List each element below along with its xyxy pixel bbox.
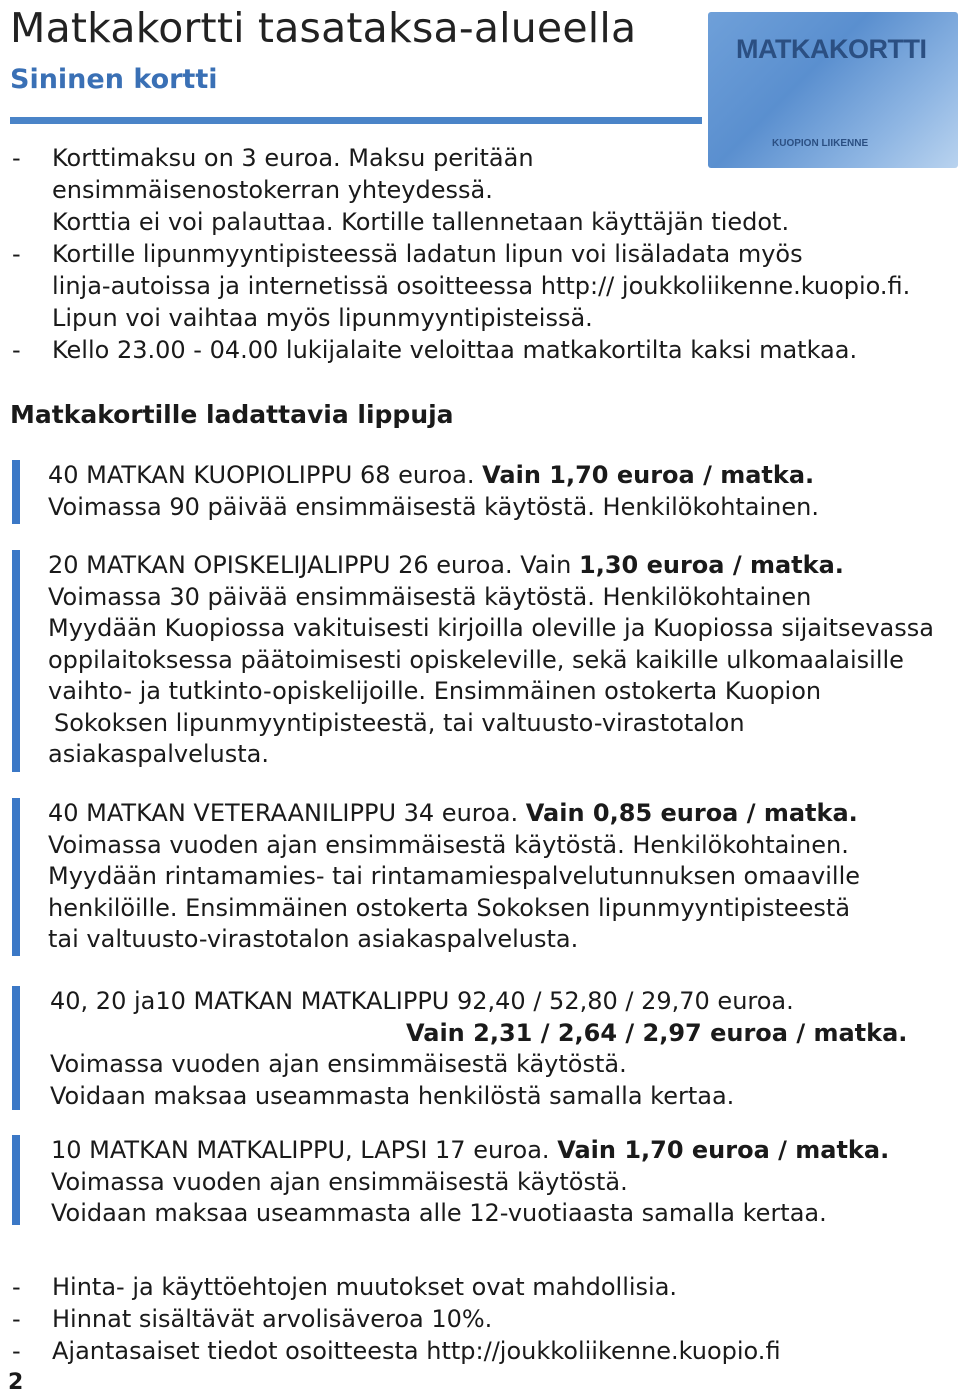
list-item-line: Korttimaksu on 3 euroa. Maksu peritään: [52, 144, 534, 172]
ticket-text: [51, 1135, 889, 1230]
accent-bar: [12, 460, 20, 524]
ticket-detail: Myydään rintamamies- tai rintamamiespalvelutunnuksen omaaville: [48, 862, 861, 890]
ticket-name: 40 MATKAN KUOPIOLIPPU 68 euroa.: [48, 461, 475, 489]
ticket-detail: tai valtuusto-virastotalon asiakaspalvelusta.: [48, 925, 579, 953]
list-item-line: ensimmäisenostokerran yhteydessä.: [52, 176, 493, 204]
dash-bullet: -: [12, 240, 21, 268]
ticket-detail: henkilöille. Ensimmäinen ostokerta Sokoksen lipunmyyntipisteestä: [48, 893, 851, 922]
ticket-detail: Voimassa vuoden ajan ensimmäisestä käytöstä.: [51, 1167, 628, 1196]
ticket-detail: Voimassa vuoden ajan ensimmäisestä käytöstä.: [50, 1050, 627, 1078]
header-divider: [10, 117, 702, 124]
list-item: [12, 1303, 781, 1335]
ticket-price: Vain 1,70 euroa / matka.: [557, 1136, 890, 1164]
ticket-detail: Voimassa vuoden ajan ensimmäisestä käytöstä. Henkilökohtainen.: [48, 830, 849, 859]
ticket-price: Vain 0,85 euroa / matka.: [525, 799, 858, 827]
page-number: 2: [8, 1370, 24, 1395]
list-item-line: Lipun voi vaihtaa myös lipunmyyntipisteissä.: [52, 304, 593, 332]
card-subtitle: KUOPION LIIKENNE: [772, 138, 869, 149]
ticket-price: 1,30 euroa / matka.: [579, 551, 844, 579]
accent-bar: [12, 550, 20, 772]
list-item-line: Kello 23.00 - 04.00 lukijalaite veloittaa matkakortilta kaksi matkaa.: [52, 336, 858, 364]
ticket-text: [50, 986, 907, 1112]
ticket-name: 10 MATKAN MATKALIPPU, LAPSI 17 euroa.: [51, 1136, 550, 1164]
ticket-text: [48, 550, 934, 771]
dash-bullet: -: [12, 144, 21, 172]
list-item-line: Ajantasaiset tiedot osoitteesta http://joukkoliikenne.kuopio.fi: [52, 1337, 781, 1365]
ticket-text: [48, 798, 860, 956]
ticket-detail: Voimassa 30 päivää ensimmäisestä käytöstä. Henkilökohtainen: [48, 582, 812, 611]
list-item-line: Kortille lipunmyyntipisteessä ladatun lipun voi lisäladata myös: [52, 240, 803, 268]
ticket-detail: Myydään Kuopiossa vakituisesti kirjoilla oleville ja Kuopiossa sijaitsevassa: [48, 614, 934, 642]
list-item-line: Hinnat sisältävät arvolisäveroa 10%.: [52, 1305, 493, 1333]
ticket-detail: Voidaan maksaa useammasta henkilöstä samalla kertaa.: [50, 1081, 735, 1110]
ticket-price: Vain 2,31 / 2,64 / 2,97 euroa / matka.: [406, 1018, 908, 1047]
list-item: [12, 1271, 781, 1303]
ticket-text: [48, 460, 819, 523]
intro-list: [12, 142, 910, 366]
ticket-name: 40 MATKAN VETERAANILIPPU 34 euroa.: [48, 799, 519, 827]
list-item: [12, 142, 910, 238]
list-item-line: Korttia ei voi palauttaa. Kortille tallennetaan käyttäjän tiedot.: [52, 208, 790, 236]
accent-bar: [12, 798, 20, 956]
dash-bullet: -: [12, 1337, 21, 1365]
accent-bar: [12, 1135, 20, 1225]
ticket-detail: vaihto- ja tutkinto-opiskelijoille. Ensimmäinen ostokerta Kuopion: [48, 677, 822, 705]
page-subtitle: Sininen kortti: [10, 64, 218, 95]
list-item-line: Hinta- ja käyttöehtojen muutokset ovat mahdollisia.: [52, 1273, 678, 1301]
tickets-heading: Matkakortille ladattavia lippuja: [10, 400, 454, 429]
ticket-detail: Sokoksen lipunmyyntipisteestä, tai valtuusto-virastotalon: [54, 708, 745, 737]
ticket-detail: asiakaspalvelusta.: [48, 740, 269, 768]
accent-bar: [12, 986, 20, 1110]
list-item: [12, 334, 910, 366]
ticket-detail: Voimassa 90 päivää ensimmäisestä käytöstä. Henkilökohtainen.: [48, 492, 819, 521]
list-item: [12, 238, 910, 334]
ticket-name: 20 MATKAN OPISKELIJALIPPU 26 euroa. Vain: [48, 551, 572, 579]
dash-bullet: -: [12, 336, 21, 364]
footer-list: [12, 1271, 781, 1367]
ticket-detail: oppilaitoksessa päätoimisesti opiskeleville, sekä kaikille ulkomaalaisille: [48, 645, 904, 674]
dash-bullet: -: [12, 1305, 21, 1333]
page-title: Matkakortti tasataksa-alueella: [10, 4, 637, 52]
ticket-detail: Voidaan maksaa useammasta alle 12-vuotiaasta samalla kertaa.: [51, 1199, 827, 1227]
list-item: [12, 1335, 781, 1367]
list-item-line: linja-autoissa ja internetissä osoitteessa http:// joukkoliikenne.kuopio.fi.: [52, 272, 911, 300]
dash-bullet: -: [12, 1273, 21, 1301]
ticket-price: Vain 1,70 euroa / matka.: [482, 461, 815, 489]
ticket-name: 40, 20 ja10 MATKAN MATKALIPPU 92,40 / 52,80 / 29,70 euroa.: [50, 987, 794, 1015]
card-title: MATKAKORTTI: [736, 34, 927, 64]
